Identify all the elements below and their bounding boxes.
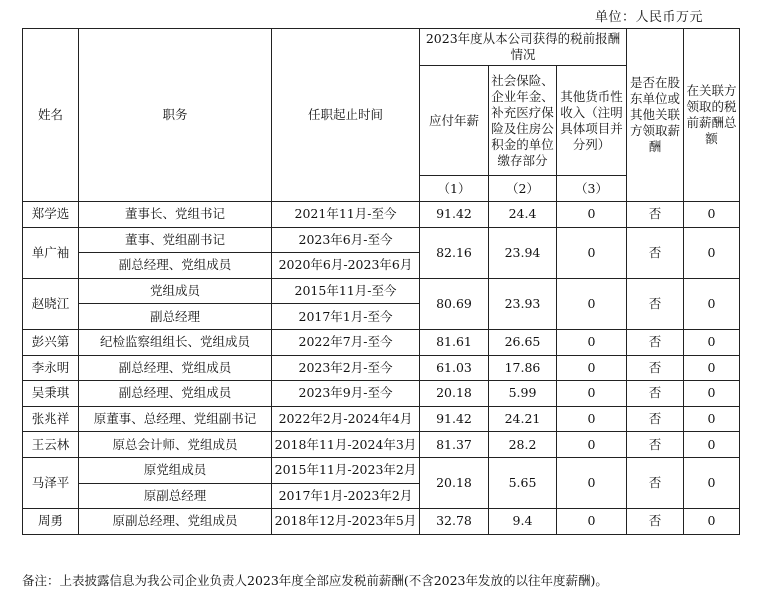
cell-tenure: 2022年7月-至今 bbox=[272, 329, 420, 355]
cell-salary: 32.78 bbox=[420, 509, 489, 535]
table-row bbox=[23, 457, 740, 483]
cell-position: 董事长、党组书记 bbox=[79, 202, 272, 228]
table-row bbox=[23, 406, 740, 432]
cell-affiliate-amount: 0 bbox=[684, 509, 740, 535]
cell-affiliate: 否 bbox=[627, 432, 684, 458]
cell-salary: 20.18 bbox=[420, 381, 489, 407]
cell-position: 副总经理、党组成员 bbox=[79, 381, 272, 407]
cell-name: 马泽平 bbox=[23, 457, 79, 508]
cell-affiliate: 否 bbox=[627, 227, 684, 278]
header-tenure: 任职起止时间 bbox=[272, 29, 420, 202]
cell-salary: 61.03 bbox=[420, 355, 489, 381]
footnote: 备注：上表披露信息为我公司企业负责人2023年度全部应发税前薪酬(不含2023年发放的以往年度薪酬)。 bbox=[22, 573, 608, 588]
cell-affiliate: 否 bbox=[627, 509, 684, 535]
cell-position: 原副总经理 bbox=[79, 483, 272, 509]
compensation-table bbox=[22, 28, 740, 535]
cell-name: 单广袖 bbox=[23, 227, 79, 278]
cell-affiliate-amount: 0 bbox=[684, 355, 740, 381]
cell-social: 23.94 bbox=[489, 227, 557, 278]
cell-social: 5.65 bbox=[489, 457, 557, 508]
cell-affiliate-amount: 0 bbox=[684, 381, 740, 407]
cell-affiliate-amount: 0 bbox=[684, 457, 740, 508]
cell-tenure: 2021年11月-至今 bbox=[272, 202, 420, 228]
header-social: 社会保险、企业年金、补充医疗保险及住房公积金的单位缴存部分 bbox=[489, 66, 557, 176]
cell-affiliate: 否 bbox=[627, 457, 684, 508]
cell-tenure: 2018年11月-2024年3月 bbox=[272, 432, 420, 458]
cell-affiliate: 否 bbox=[627, 381, 684, 407]
cell-name: 郑学选 bbox=[23, 202, 79, 228]
table-body bbox=[23, 202, 740, 535]
cell-social: 17.86 bbox=[489, 355, 557, 381]
cell-tenure: 2017年1月-2023年2月 bbox=[272, 483, 420, 509]
cell-affiliate-amount: 0 bbox=[684, 227, 740, 278]
cell-other-income: 0 bbox=[557, 457, 627, 508]
cell-position: 副总经理、党组成员 bbox=[79, 253, 272, 279]
cell-other-income: 0 bbox=[557, 227, 627, 278]
cell-salary: 20.18 bbox=[420, 457, 489, 508]
cell-other-income: 0 bbox=[557, 355, 627, 381]
cell-position: 原党组成员 bbox=[79, 457, 272, 483]
cell-social: 26.65 bbox=[489, 329, 557, 355]
cell-name: 李永明 bbox=[23, 355, 79, 381]
cell-social: 28.2 bbox=[489, 432, 557, 458]
cell-affiliate-amount: 0 bbox=[684, 278, 740, 329]
table-row bbox=[23, 278, 740, 304]
cell-affiliate: 否 bbox=[627, 406, 684, 432]
header-affiliate-amount: 在关联方领取的税前薪酬总额 bbox=[684, 29, 740, 202]
cell-affiliate-amount: 0 bbox=[684, 432, 740, 458]
cell-tenure: 2023年9月-至今 bbox=[272, 381, 420, 407]
cell-affiliate-amount: 0 bbox=[684, 406, 740, 432]
cell-name: 王云林 bbox=[23, 432, 79, 458]
cell-other-income: 0 bbox=[557, 406, 627, 432]
cell-other-income: 0 bbox=[557, 381, 627, 407]
cell-other-income: 0 bbox=[557, 329, 627, 355]
table-row bbox=[23, 432, 740, 458]
cell-tenure: 2020年6月-2023年6月 bbox=[272, 253, 420, 279]
cell-affiliate-amount: 0 bbox=[684, 202, 740, 228]
table-row bbox=[23, 355, 740, 381]
header-salary: 应付年薪 bbox=[420, 66, 489, 176]
cell-position: 原总会计师、党组成员 bbox=[79, 432, 272, 458]
cell-tenure: 2022年2月-2024年4月 bbox=[272, 406, 420, 432]
cell-name: 赵晓江 bbox=[23, 278, 79, 329]
cell-name: 周勇 bbox=[23, 509, 79, 535]
cell-tenure: 2023年6月-至今 bbox=[272, 227, 420, 253]
cell-other-income: 0 bbox=[557, 432, 627, 458]
cell-social: 23.93 bbox=[489, 278, 557, 329]
cell-salary: 91.42 bbox=[420, 406, 489, 432]
header-name: 姓名 bbox=[23, 29, 79, 202]
cell-salary: 82.16 bbox=[420, 227, 489, 278]
table-row bbox=[23, 202, 740, 228]
cell-name: 吴秉琪 bbox=[23, 381, 79, 407]
header-index-2: （2） bbox=[489, 176, 557, 202]
cell-position: 党组成员 bbox=[79, 278, 272, 304]
cell-social: 5.99 bbox=[489, 381, 557, 407]
unit-label: 单位：人民币万元 bbox=[594, 10, 703, 25]
cell-other-income: 0 bbox=[557, 509, 627, 535]
table-row bbox=[23, 381, 740, 407]
header-affiliate: 是否在股东单位或其他关联方领取薪酬 bbox=[627, 29, 684, 202]
header-compensation-group: 2023年度从本公司获得的税前报酬情况 bbox=[420, 29, 627, 66]
cell-social: 24.21 bbox=[489, 406, 557, 432]
cell-salary: 81.61 bbox=[420, 329, 489, 355]
header-index-1: （1） bbox=[420, 176, 489, 202]
cell-other-income: 0 bbox=[557, 278, 627, 329]
cell-tenure: 2015年11月-2023年2月 bbox=[272, 457, 420, 483]
cell-tenure: 2023年2月-至今 bbox=[272, 355, 420, 381]
cell-name: 张兆祥 bbox=[23, 406, 79, 432]
header-index-3: （3） bbox=[557, 176, 627, 202]
cell-salary: 80.69 bbox=[420, 278, 489, 329]
cell-affiliate: 否 bbox=[627, 202, 684, 228]
table-row bbox=[23, 227, 740, 253]
cell-affiliate: 否 bbox=[627, 329, 684, 355]
cell-position: 董事、党组副书记 bbox=[79, 227, 272, 253]
table-row bbox=[23, 509, 740, 535]
cell-salary: 81.37 bbox=[420, 432, 489, 458]
cell-position: 原董事、总经理、党组副书记 bbox=[79, 406, 272, 432]
cell-social: 24.4 bbox=[489, 202, 557, 228]
cell-social: 9.4 bbox=[489, 509, 557, 535]
cell-position: 原副总经理、党组成员 bbox=[79, 509, 272, 535]
header-other-income: 其他货币性收入（注明具体项目并分列） bbox=[557, 66, 627, 176]
cell-affiliate: 否 bbox=[627, 355, 684, 381]
cell-name: 彭兴第 bbox=[23, 329, 79, 355]
header-position: 职务 bbox=[79, 29, 272, 202]
cell-tenure: 2017年1月-至今 bbox=[272, 304, 420, 330]
cell-tenure: 2018年12月-2023年5月 bbox=[272, 509, 420, 535]
cell-position: 纪检监察组组长、党组成员 bbox=[79, 329, 272, 355]
cell-other-income: 0 bbox=[557, 202, 627, 228]
cell-position: 副总经理 bbox=[79, 304, 272, 330]
cell-tenure: 2015年11月-至今 bbox=[272, 278, 420, 304]
cell-affiliate-amount: 0 bbox=[684, 329, 740, 355]
cell-affiliate: 否 bbox=[627, 278, 684, 329]
table-row bbox=[23, 329, 740, 355]
cell-position: 副总经理、党组成员 bbox=[79, 355, 272, 381]
cell-salary: 91.42 bbox=[420, 202, 489, 228]
